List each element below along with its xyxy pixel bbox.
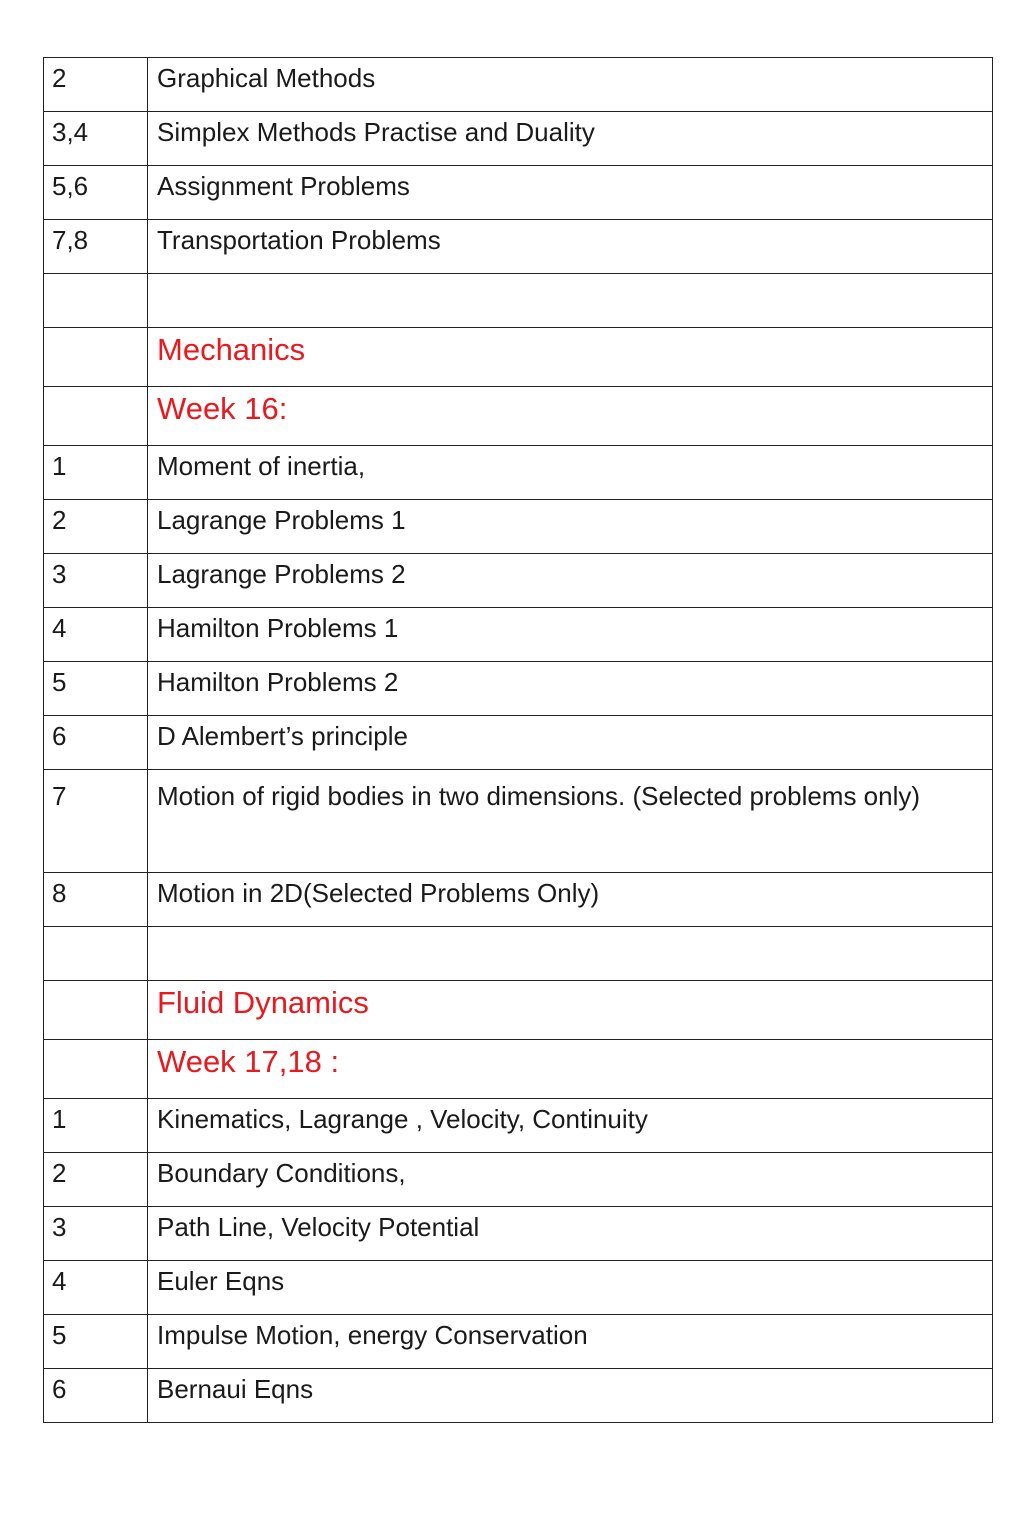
topic-cell: Lagrange Problems 1	[148, 500, 993, 554]
row-number-cell	[44, 1040, 148, 1099]
row-number-cell: 6	[44, 716, 148, 770]
row-number-cell: 4	[44, 608, 148, 662]
row-number-cell: 4	[44, 1261, 148, 1315]
table-row	[44, 274, 993, 328]
section-heading-cell: Week 17,18 :	[148, 1040, 993, 1099]
table-row	[44, 927, 993, 981]
row-number-cell: 7	[44, 770, 148, 873]
topic-cell: Assignment Problems	[148, 166, 993, 220]
topic-cell: Hamilton Problems 1	[148, 608, 993, 662]
topic-cell: Motion of rigid bodies in two dimensions. (Selected problems only)	[148, 770, 993, 873]
table-row	[44, 554, 993, 608]
row-number-cell	[44, 387, 148, 446]
row-number-cell: 1	[44, 1099, 148, 1153]
table-row	[44, 328, 993, 387]
topic-cell: Kinematics, Lagrange , Velocity, Continuity	[148, 1099, 993, 1153]
topic-cell: Moment of inertia,	[148, 446, 993, 500]
topic-cell	[148, 274, 993, 328]
row-number-cell	[44, 328, 148, 387]
table-row	[44, 166, 993, 220]
table-row	[44, 873, 993, 927]
topic-cell: Transportation Problems	[148, 220, 993, 274]
table-row	[44, 1153, 993, 1207]
table-row	[44, 1040, 993, 1099]
topic-cell: Lagrange Problems 2	[148, 554, 993, 608]
row-number-cell: 3	[44, 1207, 148, 1261]
topic-cell: Path Line, Velocity Potential	[148, 1207, 993, 1261]
section-heading-cell: Week 16:	[148, 387, 993, 446]
topic-cell: Motion in 2D(Selected Problems Only)	[148, 873, 993, 927]
topic-cell: Bernaui Eqns	[148, 1369, 993, 1423]
row-number-cell: 2	[44, 58, 148, 112]
table-row	[44, 716, 993, 770]
table-row	[44, 770, 993, 873]
table-row	[44, 1369, 993, 1423]
topic-cell: Boundary Conditions,	[148, 1153, 993, 1207]
table-row	[44, 981, 993, 1040]
topic-cell: Hamilton Problems 2	[148, 662, 993, 716]
table-row	[44, 220, 993, 274]
topic-cell: Simplex Methods Practise and Duality	[148, 112, 993, 166]
topic-cell: Euler Eqns	[148, 1261, 993, 1315]
row-number-cell: 7,8	[44, 220, 148, 274]
table-row	[44, 446, 993, 500]
schedule-table	[43, 57, 993, 1423]
topic-cell: Graphical Methods	[148, 58, 993, 112]
table-row	[44, 387, 993, 446]
schedule-body	[44, 58, 993, 1423]
topic-cell: D Alembert’s principle	[148, 716, 993, 770]
row-number-cell: 1	[44, 446, 148, 500]
table-row	[44, 662, 993, 716]
section-heading-cell: Fluid Dynamics	[148, 981, 993, 1040]
table-row	[44, 112, 993, 166]
row-number-cell: 2	[44, 1153, 148, 1207]
row-number-cell	[44, 927, 148, 981]
row-number-cell: 3	[44, 554, 148, 608]
table-row	[44, 1207, 993, 1261]
row-number-cell	[44, 981, 148, 1040]
row-number-cell: 5	[44, 662, 148, 716]
row-number-cell	[44, 274, 148, 328]
row-number-cell: 2	[44, 500, 148, 554]
table-row	[44, 1099, 993, 1153]
table-row	[44, 500, 993, 554]
row-number-cell: 3,4	[44, 112, 148, 166]
section-heading-cell: Mechanics	[148, 328, 993, 387]
row-number-cell: 5	[44, 1315, 148, 1369]
row-number-cell: 8	[44, 873, 148, 927]
row-number-cell: 6	[44, 1369, 148, 1423]
table-row	[44, 1261, 993, 1315]
table-row	[44, 1315, 993, 1369]
table-row	[44, 608, 993, 662]
topic-cell: Impulse Motion, energy Conservation	[148, 1315, 993, 1369]
topic-cell	[148, 927, 993, 981]
row-number-cell: 5,6	[44, 166, 148, 220]
table-row	[44, 58, 993, 112]
